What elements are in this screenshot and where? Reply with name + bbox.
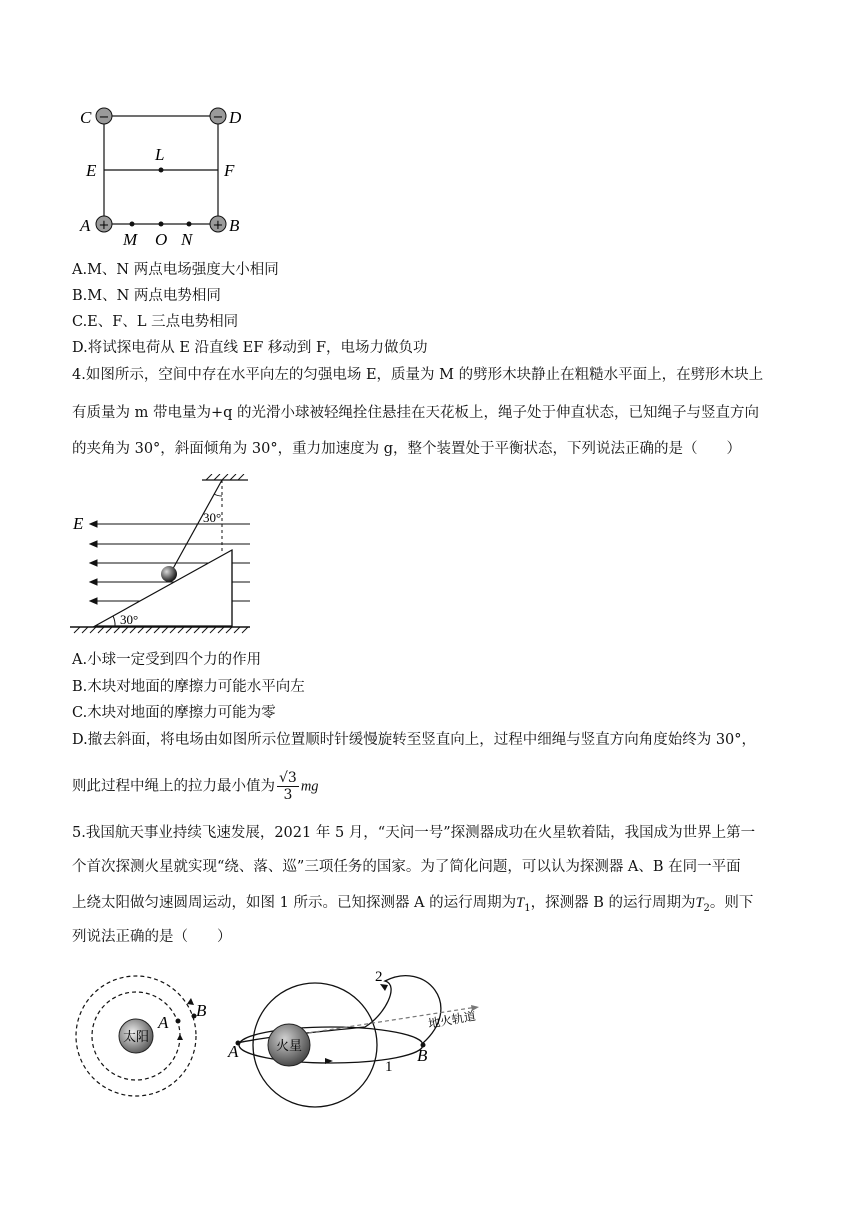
- q4-stem-line1: 4.如图所示，空间中存在水平向左的匀强电场 E，质量为 M 的劈形木块静止在粗糙水平面上，在劈形木块上: [72, 367, 764, 383]
- wedge-ball-figure: [70, 474, 260, 636]
- orbit-label-2: 2: [375, 969, 383, 985]
- svg-text:火星: 火星: [275, 1039, 303, 1054]
- label-E: E: [86, 161, 97, 180]
- angle-bottom: 30°: [120, 612, 139, 627]
- sun-orbits-figure: [74, 968, 224, 1108]
- negative-charge-D: [210, 108, 226, 125]
- label-B: B: [229, 216, 240, 235]
- probe-A-dot: [176, 1019, 181, 1024]
- svg-text:−: −: [98, 110, 110, 125]
- label-C: C: [80, 108, 92, 127]
- label-B: B: [417, 1046, 428, 1065]
- positive-charge-A: [96, 216, 112, 233]
- q4-option-b: B.木块对地面的摩擦力可能水平向左: [72, 679, 305, 695]
- point-N-dot: [187, 222, 192, 227]
- orbit-label-earth-mars: 地火轨道: [427, 1008, 477, 1031]
- q3-option-a: A.M、N 两点电场强度大小相同: [72, 262, 279, 278]
- label-N: N: [181, 230, 193, 249]
- orbit-label-1: 1: [385, 1059, 393, 1075]
- charge-square-figure: [70, 100, 260, 255]
- q5-stem-line2: 个首次探测火星就实现“绕、落、巡”三项任务的国家。为了简化问题，可以认为探测器 A、B 在同一平面: [72, 859, 741, 875]
- q5-stem-line3: 上绕太阳做匀速圆周运动，如图 1 所示。已知探测器 A 的运行周期为$T_1$，探测器 B 的运行周期为$T_2$。则下: [72, 895, 754, 914]
- label-B: B: [196, 1001, 207, 1020]
- angle-top: 30°: [203, 510, 222, 525]
- label-A: A: [228, 1042, 239, 1061]
- svg-text:−: −: [212, 110, 224, 125]
- negative-charge-C: [96, 108, 112, 125]
- field-label-E: E: [73, 514, 84, 533]
- charged-ball: [161, 566, 177, 582]
- label-F: F: [224, 161, 235, 180]
- q3-option-d: D.将试探电荷从 E 沿直线 EF 移动到 F，电场力做负功: [72, 340, 428, 356]
- q4-option-a: A.小球一定受到四个力的作用: [72, 652, 262, 668]
- q3-option-b: B.M、N 两点电势相同: [72, 288, 221, 304]
- svg-text:+: +: [212, 218, 224, 233]
- q4-stem-line2: 有质量为 m 带电量为+q 的光滑小球被轻绳拴住悬挂在天花板上，绳子处于伸直状态，已知绳子与竖直方向: [72, 405, 760, 421]
- q4-option-d-line2: 则此过程中绳上的拉力最小值为 $\frac{√3}{3}$ mg: [72, 770, 319, 803]
- q4-option-c: C.木块对地面的摩擦力可能为零: [72, 705, 276, 721]
- mars-orbits-figure: [225, 965, 495, 1110]
- fraction-sqrt3-over-3: $\frac{√3}{3}$: [279, 770, 297, 803]
- q5-stem-line1: 5.我国航天事业持续飞速发展，2021 年 5 月，“天问一号”探测器成功在火星软着陆，我国成为世界上第一: [72, 825, 756, 841]
- svg-text:+: +: [98, 218, 110, 233]
- label-D: D: [229, 108, 242, 127]
- q4-stem-line3: 的夹角为 30°，斜面倾角为 30°，重力加速度为 g，整个装置处于平衡状态，下列说法正确的是（ ）: [72, 441, 742, 457]
- point-M-dot: [130, 222, 135, 227]
- label-A: A: [158, 1013, 169, 1032]
- label-A: A: [80, 216, 91, 235]
- positive-charge-B: [210, 216, 226, 233]
- label-L: L: [155, 145, 165, 164]
- point-L-dot: [159, 168, 164, 173]
- q3-option-c: C.E、F、L 三点电势相同: [72, 314, 239, 330]
- svg-text:太阳: 太阳: [122, 1030, 150, 1045]
- q4-option-d-line1: D.撤去斜面，将电场由如图所示位置顺时针缓慢旋转至竖直向上，过程中细绳与竖直方向角度始终为 30°，: [72, 732, 757, 748]
- label-M: M: [123, 230, 138, 249]
- label-O: O: [155, 230, 168, 249]
- point-O-dot: [159, 222, 164, 227]
- q5-stem-line4: 列说法正确的是（ ）: [72, 929, 232, 945]
